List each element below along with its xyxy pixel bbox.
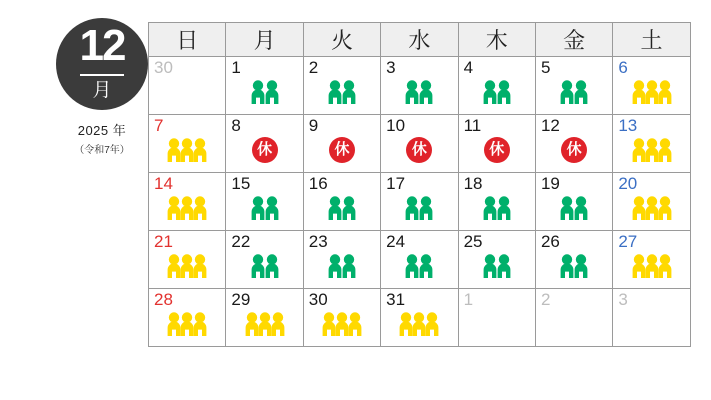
people-two-icon-glyph <box>249 79 281 105</box>
weekday-header-fri: 金 <box>535 23 612 57</box>
calendar-day-cell[interactable] <box>458 173 535 231</box>
calendar-day-cell[interactable] <box>381 173 458 231</box>
day-number: 4 <box>463 58 474 77</box>
calendar-day-cell[interactable] <box>613 173 690 231</box>
people-two-icon <box>381 253 457 285</box>
people-three-icon-glyph <box>630 253 674 279</box>
people-three-icon-glyph <box>630 137 674 163</box>
calendar-day-cell[interactable] <box>458 289 535 347</box>
calendar-body <box>149 57 691 347</box>
day-number: 7 <box>154 116 164 135</box>
day-number: 10 <box>386 116 406 135</box>
calendar-day-cell[interactable] <box>535 57 612 115</box>
month-circle <box>56 18 148 110</box>
day-number: 1 <box>231 58 241 77</box>
day-number: 16 <box>308 174 328 193</box>
people-two-icon-glyph <box>249 195 281 221</box>
calendar-day-cell[interactable] <box>381 115 458 173</box>
calendar-week-row <box>149 57 691 115</box>
people-three-icon-glyph <box>630 79 674 105</box>
people-three-icon <box>149 311 225 343</box>
month-number: 12 <box>79 21 125 70</box>
rest-badge-label: 休 <box>561 137 587 163</box>
day-number: 29 <box>231 290 251 309</box>
calendar-day-cell[interactable] <box>149 231 226 289</box>
calendar-day-cell[interactable] <box>535 115 612 173</box>
calendar-week-row <box>149 115 691 173</box>
day-number: 27 <box>618 232 638 251</box>
people-two-icon <box>226 253 302 285</box>
day-number: 20 <box>618 174 638 193</box>
people-three-icon <box>613 79 689 111</box>
people-three-icon-glyph <box>165 311 209 337</box>
people-three-icon <box>381 311 457 343</box>
month-badge <box>52 18 152 156</box>
calendar-day-cell[interactable] <box>458 57 535 115</box>
people-two-icon-glyph <box>403 253 435 279</box>
calendar-week-row <box>149 289 691 347</box>
people-two-icon <box>304 195 380 227</box>
people-two-icon-glyph <box>326 79 358 105</box>
people-three-icon-glyph <box>165 253 209 279</box>
people-two-icon <box>536 195 612 227</box>
people-two-icon <box>459 195 535 227</box>
day-number: 6 <box>618 58 628 77</box>
people-two-icon <box>381 79 457 111</box>
day-number: 8 <box>231 116 241 135</box>
month-divider <box>80 74 124 76</box>
calendar-day-cell[interactable] <box>381 231 458 289</box>
calendar-day-cell[interactable] <box>613 57 690 115</box>
rest-badge-label: 休 <box>484 137 510 163</box>
day-number: 31 <box>386 290 406 309</box>
people-three-icon-glyph <box>165 137 209 163</box>
calendar-day-cell[interactable] <box>149 57 226 115</box>
people-two-icon-glyph <box>481 253 513 279</box>
day-number: 22 <box>231 232 251 251</box>
day-number: 12 <box>540 116 560 135</box>
day-number: 18 <box>463 174 483 193</box>
month-kanji: 月 <box>92 80 112 101</box>
calendar-day-cell[interactable] <box>381 289 458 347</box>
calendar-day-cell[interactable] <box>149 115 226 173</box>
people-two-icon <box>536 79 612 111</box>
calendar-day-cell[interactable] <box>535 173 612 231</box>
rest-badge <box>304 137 380 169</box>
calendar-day-cell[interactable] <box>458 231 535 289</box>
day-number: 2 <box>540 290 551 309</box>
day-number: 15 <box>231 174 251 193</box>
calendar-day-cell[interactable] <box>613 115 690 173</box>
rest-badge <box>226 137 302 169</box>
day-number: 5 <box>540 58 551 77</box>
day-number: 13 <box>618 116 638 135</box>
people-two-icon-glyph <box>403 79 435 105</box>
people-two-icon-glyph <box>481 79 513 105</box>
rest-badge <box>536 137 612 169</box>
day-number: 24 <box>386 232 406 251</box>
people-two-icon-glyph <box>558 195 590 221</box>
people-two-icon-glyph <box>558 79 590 105</box>
calendar-week-row <box>149 231 691 289</box>
day-number: 1 <box>463 290 474 309</box>
day-number: 9 <box>308 116 319 135</box>
weekday-header-sat: 土 <box>613 23 690 57</box>
day-number: 26 <box>540 232 560 251</box>
calendar-day-cell[interactable] <box>303 57 380 115</box>
day-number: 30 <box>308 290 328 309</box>
people-three-icon <box>304 311 380 343</box>
day-number: 3 <box>386 58 396 77</box>
calendar-day-cell[interactable] <box>458 115 535 173</box>
people-two-icon <box>459 253 535 285</box>
year-label: 2025 年 <box>77 123 127 138</box>
calendar-day-cell[interactable] <box>613 289 690 347</box>
calendar-day-cell[interactable] <box>303 231 380 289</box>
people-two-icon <box>226 195 302 227</box>
people-three-icon-glyph <box>397 311 441 337</box>
rest-badge <box>459 137 535 169</box>
day-number: 25 <box>463 232 483 251</box>
people-two-icon-glyph <box>481 195 513 221</box>
calendar-week-row <box>149 173 691 231</box>
calendar-day-cell[interactable] <box>226 289 303 347</box>
people-three-icon <box>613 137 689 169</box>
day-number: 3 <box>618 290 628 309</box>
people-three-icon <box>613 253 689 285</box>
people-three-icon <box>149 137 225 169</box>
people-three-icon-glyph <box>320 311 364 337</box>
people-two-icon-glyph <box>558 253 590 279</box>
people-two-icon <box>304 79 380 111</box>
people-three-icon <box>613 195 689 227</box>
people-two-icon-glyph <box>403 195 435 221</box>
people-two-icon-glyph <box>249 253 281 279</box>
calendar-day-cell[interactable] <box>226 231 303 289</box>
day-number: 2 <box>308 58 319 77</box>
people-three-icon <box>149 253 225 285</box>
day-number: 28 <box>154 290 173 309</box>
rest-badge-label: 休 <box>329 137 355 163</box>
calendar-table <box>148 22 691 347</box>
calendar-day-cell[interactable] <box>535 289 612 347</box>
day-number: 11 <box>463 116 482 135</box>
people-three-icon-glyph <box>630 195 674 221</box>
weekday-header-thu: 木 <box>458 23 535 57</box>
calendar-day-cell[interactable] <box>149 289 226 347</box>
day-number: 17 <box>386 174 406 193</box>
day-number: 21 <box>154 232 173 251</box>
people-two-icon <box>536 253 612 285</box>
weekday-header-wed: 水 <box>381 23 458 57</box>
people-two-icon <box>226 79 302 111</box>
weekday-header-row <box>149 23 691 57</box>
calendar-day-cell[interactable] <box>613 231 690 289</box>
day-number: 14 <box>154 174 173 193</box>
day-number: 19 <box>540 174 560 193</box>
rest-badge-label: 休 <box>252 137 278 163</box>
people-three-icon-glyph <box>243 311 287 337</box>
people-two-icon <box>381 195 457 227</box>
calendar-day-cell[interactable] <box>381 57 458 115</box>
calendar-day-cell[interactable] <box>535 231 612 289</box>
calendar-day-cell[interactable] <box>303 115 380 173</box>
rest-badge <box>381 137 457 169</box>
day-number: 23 <box>308 232 328 251</box>
people-three-icon <box>226 311 302 343</box>
calendar-day-cell[interactable] <box>226 57 303 115</box>
calendar-day-cell[interactable] <box>226 115 303 173</box>
people-two-icon <box>304 253 380 285</box>
calendar-day-cell[interactable] <box>149 173 226 231</box>
calendar-day-cell[interactable] <box>303 289 380 347</box>
weekday-header-mon: 月 <box>226 23 303 57</box>
people-three-icon-glyph <box>165 195 209 221</box>
calendar-day-cell[interactable] <box>303 173 380 231</box>
weekday-header-tue: 火 <box>303 23 380 57</box>
people-two-icon-glyph <box>326 253 358 279</box>
people-three-icon <box>149 195 225 227</box>
day-number: 30 <box>154 58 173 77</box>
people-two-icon <box>459 79 535 111</box>
weekday-header-sun: 日 <box>149 23 226 57</box>
rest-badge-label: 休 <box>406 137 432 163</box>
calendar-day-cell[interactable] <box>226 173 303 231</box>
people-two-icon-glyph <box>326 195 358 221</box>
era-label: （令和7年） <box>74 145 130 156</box>
